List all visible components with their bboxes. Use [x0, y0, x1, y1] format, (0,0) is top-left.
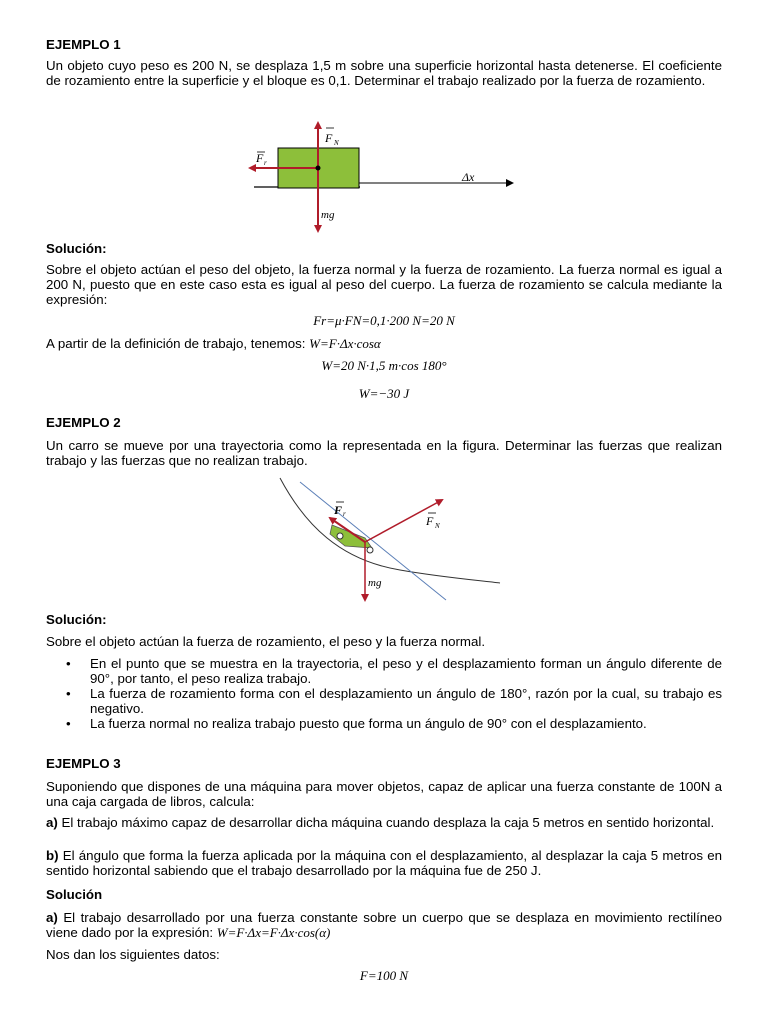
- ex2-cart-wheel-1: [337, 533, 343, 539]
- ex3-data-equation: F=100 N: [359, 968, 409, 983]
- ex3-solution-a: [46, 910, 722, 940]
- ex2-bullet-1: • En el punto que se muestra en la trayectoria, el peso y el desplazamiento forman un ángulo diferente de 90°, por tanto, el peso realiza trabajo.: [46, 656, 722, 686]
- ex1-solution-text: Sobre el objeto actúan el peso del objeto, la fuerza normal y la fuerza de rozamiento. La fuerza normal es igual a 200 N, puesto que en este caso esta es igual al peso del cuerpo. La fuerza de rozamiento se calcula mediante la expresión:: [46, 262, 722, 307]
- ex3-solution-a-text: El trabajo desarrollado por una fuerza constante sobre un cuerpo que se desplaza en movimiento rectilíneo viene dado por la expresión:: [46, 910, 722, 940]
- ex1-label-mg: mg: [321, 209, 335, 221]
- ex1-label-fn: [324, 128, 339, 147]
- svg-text:N: N: [334, 139, 339, 147]
- svg-text:F: F: [325, 131, 333, 145]
- svg-text:F: F: [256, 151, 264, 165]
- ex2-bullet-2: • La fuerza de rozamiento forma con el desplazamiento un ángulo de 180°, razón por la cual, su trabajo es negativo.: [46, 686, 722, 716]
- ex1-solution-title: Solución:: [46, 241, 107, 256]
- ex3-part-b: [46, 848, 722, 878]
- ex3-title: EJEMPLO 3: [46, 756, 121, 771]
- svg-text:r: r: [264, 159, 267, 167]
- ex2-label-fn: [425, 513, 440, 530]
- ex3-part-a: [46, 815, 722, 830]
- ex3-part-a-text: El trabajo máximo capaz de desarrollar dicha máquina cuando desplaza la caja 5 metros en sentido horizontal.: [61, 815, 715, 830]
- ex2-statement: Un carro se mueve por una trayectoria como la representada en la figura. Determinar las fuerzas que realizan trabajo y las fuerzas que no realizan trabajo.: [46, 438, 722, 468]
- ex2-solution-text: Sobre el objeto actúan la fuerza de rozamiento, el peso y la fuerza normal.: [46, 634, 486, 649]
- ex3-part-b-label: b): [46, 848, 59, 863]
- ex2-title: EJEMPLO 2: [46, 415, 121, 430]
- ex3-data-text: Nos dan los siguientes datos:: [46, 947, 220, 962]
- ex1-definition-line: [46, 336, 381, 352]
- ex1-statement: Un objeto cuyo peso es 200 N, se desplaza 1,5 m sobre una superficie horizontal hasta detenerse. El coeficiente de rozamiento entre la superficie y el bloque es 0,1. Determinar el trabajo realizado por la fuerza de rozamiento.: [46, 58, 722, 88]
- ex1-equation-result: W=−30 J: [358, 386, 410, 401]
- ex3-solution-a-equation: W=F·Δx=F·Δx·cos(α): [216, 925, 331, 940]
- ex1-label-dx: Δx: [462, 170, 475, 184]
- ex2-label-fr: [333, 502, 346, 518]
- ex2-trajectory-curve: [280, 478, 500, 583]
- ex2-figure: [270, 470, 510, 605]
- ex3-solution-title: Solución: [46, 887, 103, 902]
- ex1-equation-work: W=20 N·1,5 m·cos 180°: [321, 358, 447, 373]
- ex2-cart-wheel-2: [367, 547, 373, 553]
- ex1-label-fr: [255, 151, 267, 167]
- ex1-definition-text: A partir de la definición de trabajo, tenemos:: [46, 336, 306, 351]
- svg-text:N: N: [435, 522, 440, 530]
- ex3-part-b-text: El ángulo que forma la fuerza aplicada por la máquina con el desplazamiento, al desplazar la caja 5 metros en sentido horizontal sabiendo que el trabajo desarrollado por la máquina fue de 250 J.: [46, 848, 722, 878]
- svg-text:F: F: [334, 503, 343, 517]
- ex2-label-mg: mg: [368, 577, 382, 589]
- ex3-solution-a-label: a): [46, 910, 58, 925]
- ex1-equation-friction: Fr=μ·FN=0,1·200 N=20 N: [313, 313, 455, 328]
- ex2-bullet-3: • La fuerza normal no realiza trabajo puesto que forma un ángulo de 90° con el desplazamiento.: [46, 716, 722, 731]
- ex1-definition-equation: W=F·Δx·cosα: [309, 336, 381, 351]
- ex2-bullet-list: [46, 656, 722, 731]
- ex3-part-a-label: a): [46, 815, 58, 830]
- ex3-statement: Suponiendo que dispones de una máquina para mover objetos, capaz de aplicar una fuerza constante de 100N a una caja cargada de libros, calcula:: [46, 779, 722, 809]
- ex1-title: EJEMPLO 1: [46, 37, 121, 52]
- ex1-figure: [240, 115, 530, 240]
- svg-text:r: r: [343, 510, 346, 518]
- svg-text:F: F: [426, 514, 434, 528]
- ex2-solution-title: Solución:: [46, 612, 107, 627]
- ex1-center-dot: [316, 166, 321, 171]
